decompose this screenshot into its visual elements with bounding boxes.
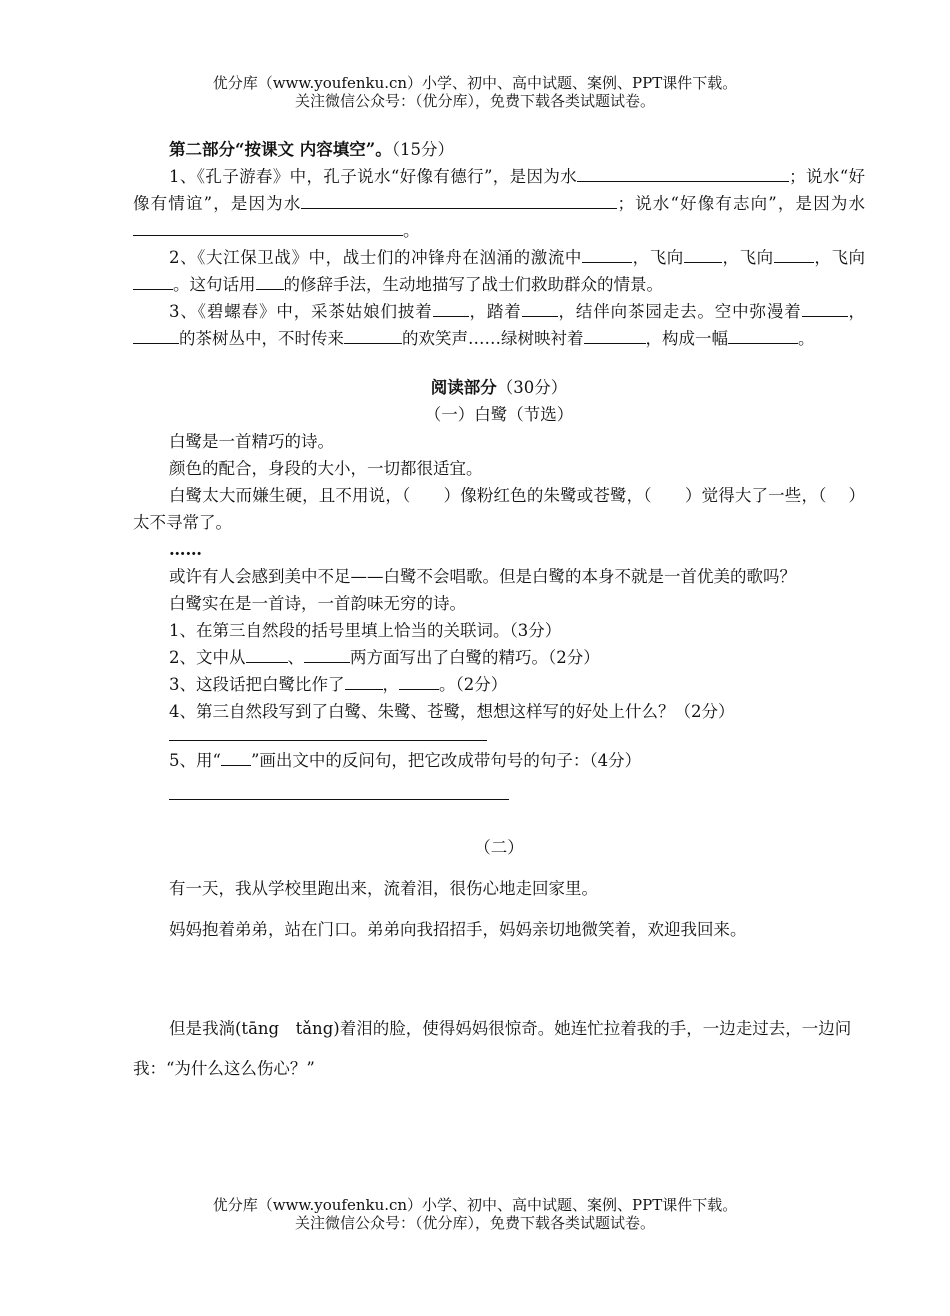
reading-subtitle-2: （二） xyxy=(474,838,524,857)
reading-title xyxy=(133,374,865,401)
q1-text-c: ；说水“好像有志向”，是因为水 xyxy=(617,194,866,213)
passage2-paragraph-1: 有一天，我从学校里跑出来，流着泪，很伤心地走回家里。 xyxy=(169,879,598,898)
q1-text-a: 1、《孔子游春》中，孔子说水“好像有德行”，是因为水 xyxy=(169,167,578,186)
q3-text-b: ，踏着 xyxy=(468,302,522,321)
answer-blank[interactable] xyxy=(345,671,383,690)
part2-title-text: 第二部分“按课文 内容填空”。 xyxy=(169,140,392,159)
rq2-text-a: 2、文中从 xyxy=(169,648,246,667)
rq3-text-c: 。（2分） xyxy=(439,675,508,694)
rq3-text-b: ， xyxy=(382,675,399,694)
answer-blank[interactable] xyxy=(684,244,722,263)
passage-paragraph-4: 或许有人会感到美中不足——白鹭不会唱歌。但是白鹭的本身不就是一首优美的歌吗？ xyxy=(169,567,796,586)
header-line-2: 关注微信公众号：（优分库），免费下载各类试题试卷。 xyxy=(294,92,655,110)
q2-text-a: 2、《大江保卫战》中，战士们的冲锋舟在汹涌的激流中 xyxy=(169,248,583,267)
answer-blank[interactable] xyxy=(344,325,402,344)
footer-line-1: 优分库（www.youfenku.cn）小学、初中、高中试题、案例、PPT课件下载。 xyxy=(212,1196,738,1214)
part2-title xyxy=(133,136,865,163)
q3-text-c: ，结伴向茶园走去。空中弥漫着 xyxy=(557,302,802,321)
answer-blank[interactable] xyxy=(774,244,814,263)
q2-text-d: ，飞向 xyxy=(813,248,866,267)
q1-text-b: ；说水“好像有情谊”，是因为水 xyxy=(133,167,866,213)
rq2-text-b: 、 xyxy=(287,648,304,667)
answer-blank[interactable] xyxy=(584,325,646,344)
q2-text-f: 的修辞手法，生动地描写了战士们救助群众的情景。 xyxy=(283,275,663,294)
reading-question-3 xyxy=(133,671,865,698)
rq2-text-c: 两方面写出了白鹭的精巧。（2分） xyxy=(350,648,600,667)
q2-text-b: ，飞向 xyxy=(632,248,684,267)
q3-text-f: 的欢笑声……绿树映衬着 xyxy=(402,329,584,348)
q2-text-c: ，飞向 xyxy=(721,248,774,267)
q3-text-g: ，构成一幅 xyxy=(645,329,728,348)
page-header xyxy=(0,74,950,110)
q3-text-e: 的茶树丛中，不时传来 xyxy=(179,329,344,348)
part2-question-3 xyxy=(133,298,865,352)
passage-ellipsis: …… xyxy=(169,540,202,559)
answer-blank[interactable] xyxy=(522,298,558,317)
answer-blank[interactable] xyxy=(221,747,251,766)
reading-question-5 xyxy=(133,747,865,774)
part2-title-score: （15分） xyxy=(391,140,454,159)
answer-blank[interactable] xyxy=(728,325,798,344)
answer-blank[interactable] xyxy=(133,271,173,290)
rq5-text-b: ”画出文中的反问句，把它改成带句号的句子：（4分） xyxy=(250,751,642,770)
q3-text-d: ， xyxy=(847,302,866,321)
reading-title-text: 阅读部分 xyxy=(430,378,497,397)
passage2-paragraph-2: 妈妈抱着弟弟，站在门口。弟弟向我招招手，妈妈亲切地微笑着，欢迎我回来。 xyxy=(169,920,747,939)
q3-text-a: 3、《碧螺春》中，采茶姑娘们披着 xyxy=(169,302,433,321)
answer-blank[interactable] xyxy=(399,671,439,690)
reading-question-4: 4、第三自然段写到了白鹭、朱鹭、苍鹭，想想这样写的好处上什么？（2分） xyxy=(169,702,735,721)
answer-blank[interactable] xyxy=(304,644,350,663)
reading-question-1: 1、在第三自然段的括号里填上恰当的关联词。（3分） xyxy=(169,621,562,640)
answer-blank[interactable] xyxy=(133,325,179,344)
passage-paragraph-2: 颜色的配合，身段的大小，一切都很适宜。 xyxy=(169,459,483,478)
part2-question-2 xyxy=(133,244,865,298)
reading-subtitle-1: （一）白鹭（节选） xyxy=(424,405,574,424)
rq3-text-a: 3、这段话把白鹭比作了 xyxy=(169,675,345,694)
answer-blank[interactable] xyxy=(582,244,632,263)
answer-blank[interactable] xyxy=(133,217,403,236)
reading-title-score: （30分） xyxy=(496,378,568,397)
passage2-paragraph-3: 但是我淌(tāng tǎng)着泪的脸，使得妈妈很惊奇。她连忙拉着我的手，一边走过去，一边问我：“为什么这么伤心？” xyxy=(133,1019,852,1078)
passage-paragraph-3: 白鹭太大而嫌生硬，且不用说，（ ）像粉红色的朱鹭或苍鹭，（ ）觉得大了一些，（ ）太不寻常了。 xyxy=(133,486,865,532)
q3-text-h: 。 xyxy=(798,329,815,348)
page-content xyxy=(133,136,865,1089)
answer-blank[interactable] xyxy=(433,298,469,317)
q1-text-d: 。 xyxy=(403,221,420,240)
answer-blank[interactable] xyxy=(577,163,789,182)
answer-blank[interactable] xyxy=(246,644,288,663)
page-footer xyxy=(0,1196,950,1232)
answer-blank[interactable] xyxy=(301,190,617,209)
passage-paragraph-5: 白鹭实在是一首诗，一首韵味无穷的诗。 xyxy=(169,594,466,613)
passage-paragraph-1: 白鹭是一首精巧的诗。 xyxy=(169,432,334,451)
header-line-1: 优分库（www.youfenku.cn）小学、初中、高中试题、案例、PPT课件下载。 xyxy=(212,74,738,92)
answer-blank[interactable] xyxy=(802,298,848,317)
reading-question-2 xyxy=(133,644,865,671)
footer-line-2: 关注微信公众号：（优分库），免费下载各类试题试卷。 xyxy=(294,1214,655,1232)
answer-blank[interactable] xyxy=(256,271,284,290)
rq5-text-a: 5、用“ xyxy=(169,751,221,770)
part2-question-1 xyxy=(133,163,865,244)
q2-text-e: 。这句话用 xyxy=(173,275,256,294)
